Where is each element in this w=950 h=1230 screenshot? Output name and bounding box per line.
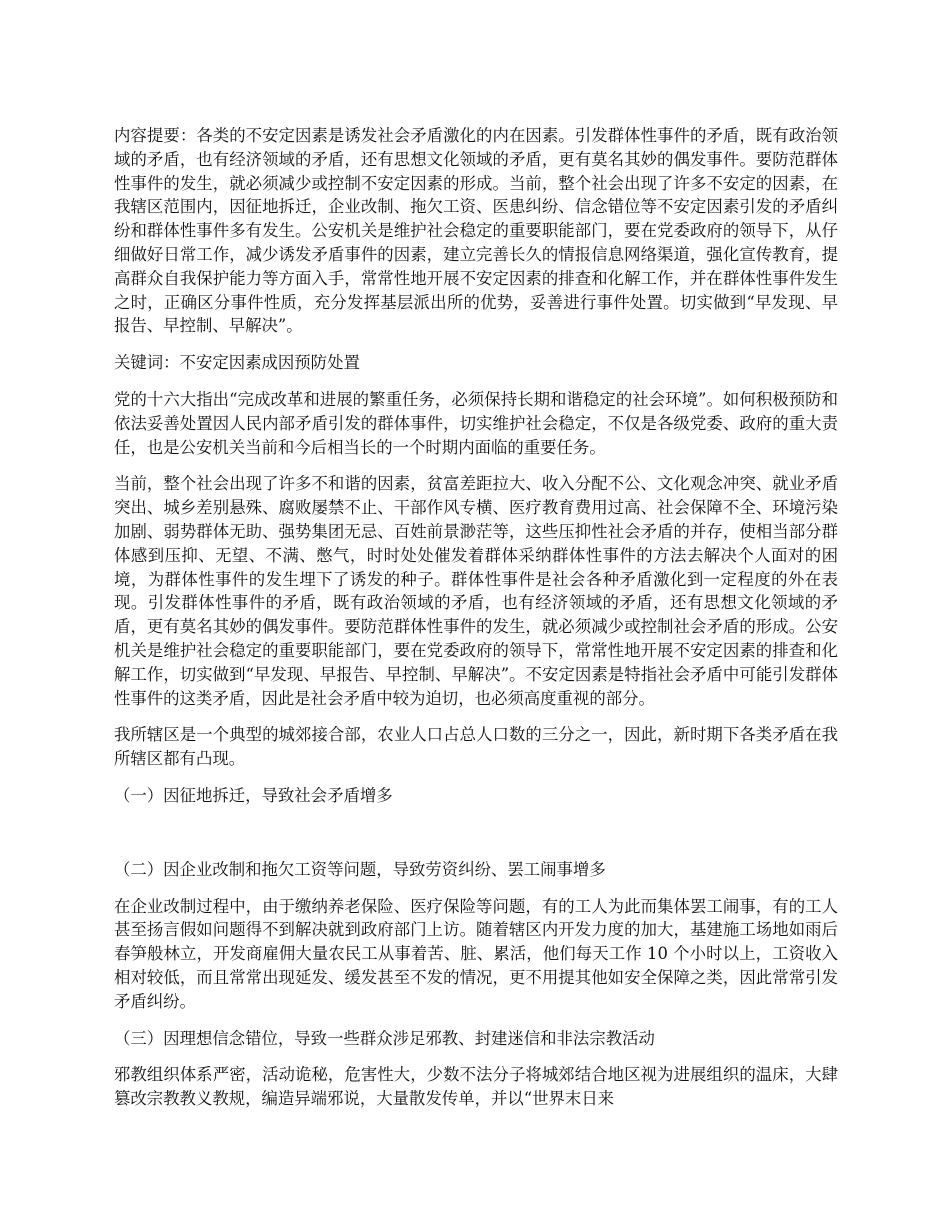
section-heading-1: （一）因征地拆迁，导致社会矛盾增多 bbox=[114, 785, 393, 805]
body-paragraph-3: 我所辖区是一个典型的城郊接合部，农业人口占总人口数的三分之一，因此，新时期下各类矛盾在我所辖区都有凸现。 bbox=[114, 725, 838, 769]
section-heading-2: （二）因企业改制和拖欠工资等问题，导致劳资纠纷、罢工闹事增多 bbox=[114, 859, 606, 879]
body-paragraph-2: 当前，整个社会出现了许多不和谐的因素，贫富差距拉大、收入分配不公、文化观念冲突、就业矛盾突出、城乡差别悬殊、腐败屡禁不止、干部作风专横、医疗教育费用过高、社会保障不全、环境污染加剧、弱势群体无助、强势集团无忌、百姓前景渺茫等，这些压抑性社会矛盾的并存，使相当部分群体感到压抑、无望、不满、憋气，时时处处催发着群体采纳群体性事件的方法去解决个人面对的困境，为群体性事件的发生埋下了诱发的种子。群体性事件是社会各种矛盾激化到一定程度的外在表现。引发群体性事件的矛盾，既有政治领域的矛盾，也有经济领域的矛盾，还有思想文化领域的矛盾，更有莫名其妙的偶发事件。要防范群体性事件的发生，就必须减少或控制社会矛盾的形成。公安机关是维护社会稳定的重要职能部门，要在党委政府的领导下，常常性地开展不安定因素的排查和化解工作，切实做到“早发现、早报告、早控制、早解决”。不安定因素是特指社会矛盾中可能引发群体性事件的这类矛盾，因此是社会矛盾中较为迫切，也必须高度重视的部分。 bbox=[114, 474, 838, 708]
body-paragraph-4: 在企业改制过程中，由于缴纳养老保险、医疗保险等问题，有的工人为此而集体罢工闹事，有的工人甚至扬言假如问题得不到解决就到政府部门上访。随着辖区内开发力度的加大，基建施工场地如雨后春笋般林立，开发商雇佣大量农民工从事着苦、脏、累活，他们每天工作 10 个小时以上，工资收入相对较低，而且常常出现延发、缓发甚至不发的情况，更不用提其他如安全保障之类，因此常常引发矛盾纠纷。 bbox=[114, 896, 838, 1011]
body-paragraph-1: 党的十六大指出“完成改革和进展的繁重任务，必须保持长期和谐稳定的社会环境”。如何积极预防和依法妥善处置因人民内部矛盾引发的群体事件，切实维护社会稳定，不仅是各级党委、政府的重大责任，也是公安机关当前和今后相当长的一个时期内面临的重要任务。 bbox=[114, 389, 838, 457]
section-heading-3: （三）因理想信念错位，导致一些群众涉足邪教、封建迷信和非法宗教活动 bbox=[114, 1028, 655, 1048]
keywords-line: 关键词：不安定因素成因预防处置 bbox=[114, 353, 360, 373]
abstract-paragraph: 内容提要：各类的不安定因素是诱发社会矛盾激化的内在因素。引发群体性事件的矛盾，既有政治领域的矛盾，也有经济领域的矛盾，还有思想文化领域的矛盾，更有莫名其妙的偶发事件。要防范群体性事件的发生，就必须减少或控制不安定因素的形成。当前，整个社会出现了许多不安定的因素，在我辖区范围内，因征地拆迁，企业改制、拖欠工资、医患纠纷、信念错位等不安定因素引发的矛盾纠纷和群体性事件多有发生。公安机关是维护社会稳定的重要职能部门，要在党委政府的领导下，从仔细做好日常工作，减少诱发矛盾事件的因素，建立完善长久的情报信息网络渠道，强化宣传教育，提高群众自我保护能力等方面入手，常常性地开展不安定因素的排查和化解工作，并在群体性事件发生之时，正确区分事件性质，充分发挥基层派出所的优势，妥善进行事件处置。切实做到“早发现、早报告、早控制、早解决”。 bbox=[114, 126, 838, 336]
body-paragraph-5: 邪教组织体系严密，活动诡秘，危害性大，少数不法分子将城郊结合地区视为进展组织的温床，大肆篡改宗教教义教规，编造异端邪说，大量散发传单，并以“世界末日来 bbox=[114, 1065, 838, 1109]
document-page bbox=[114, 124, 838, 1124]
